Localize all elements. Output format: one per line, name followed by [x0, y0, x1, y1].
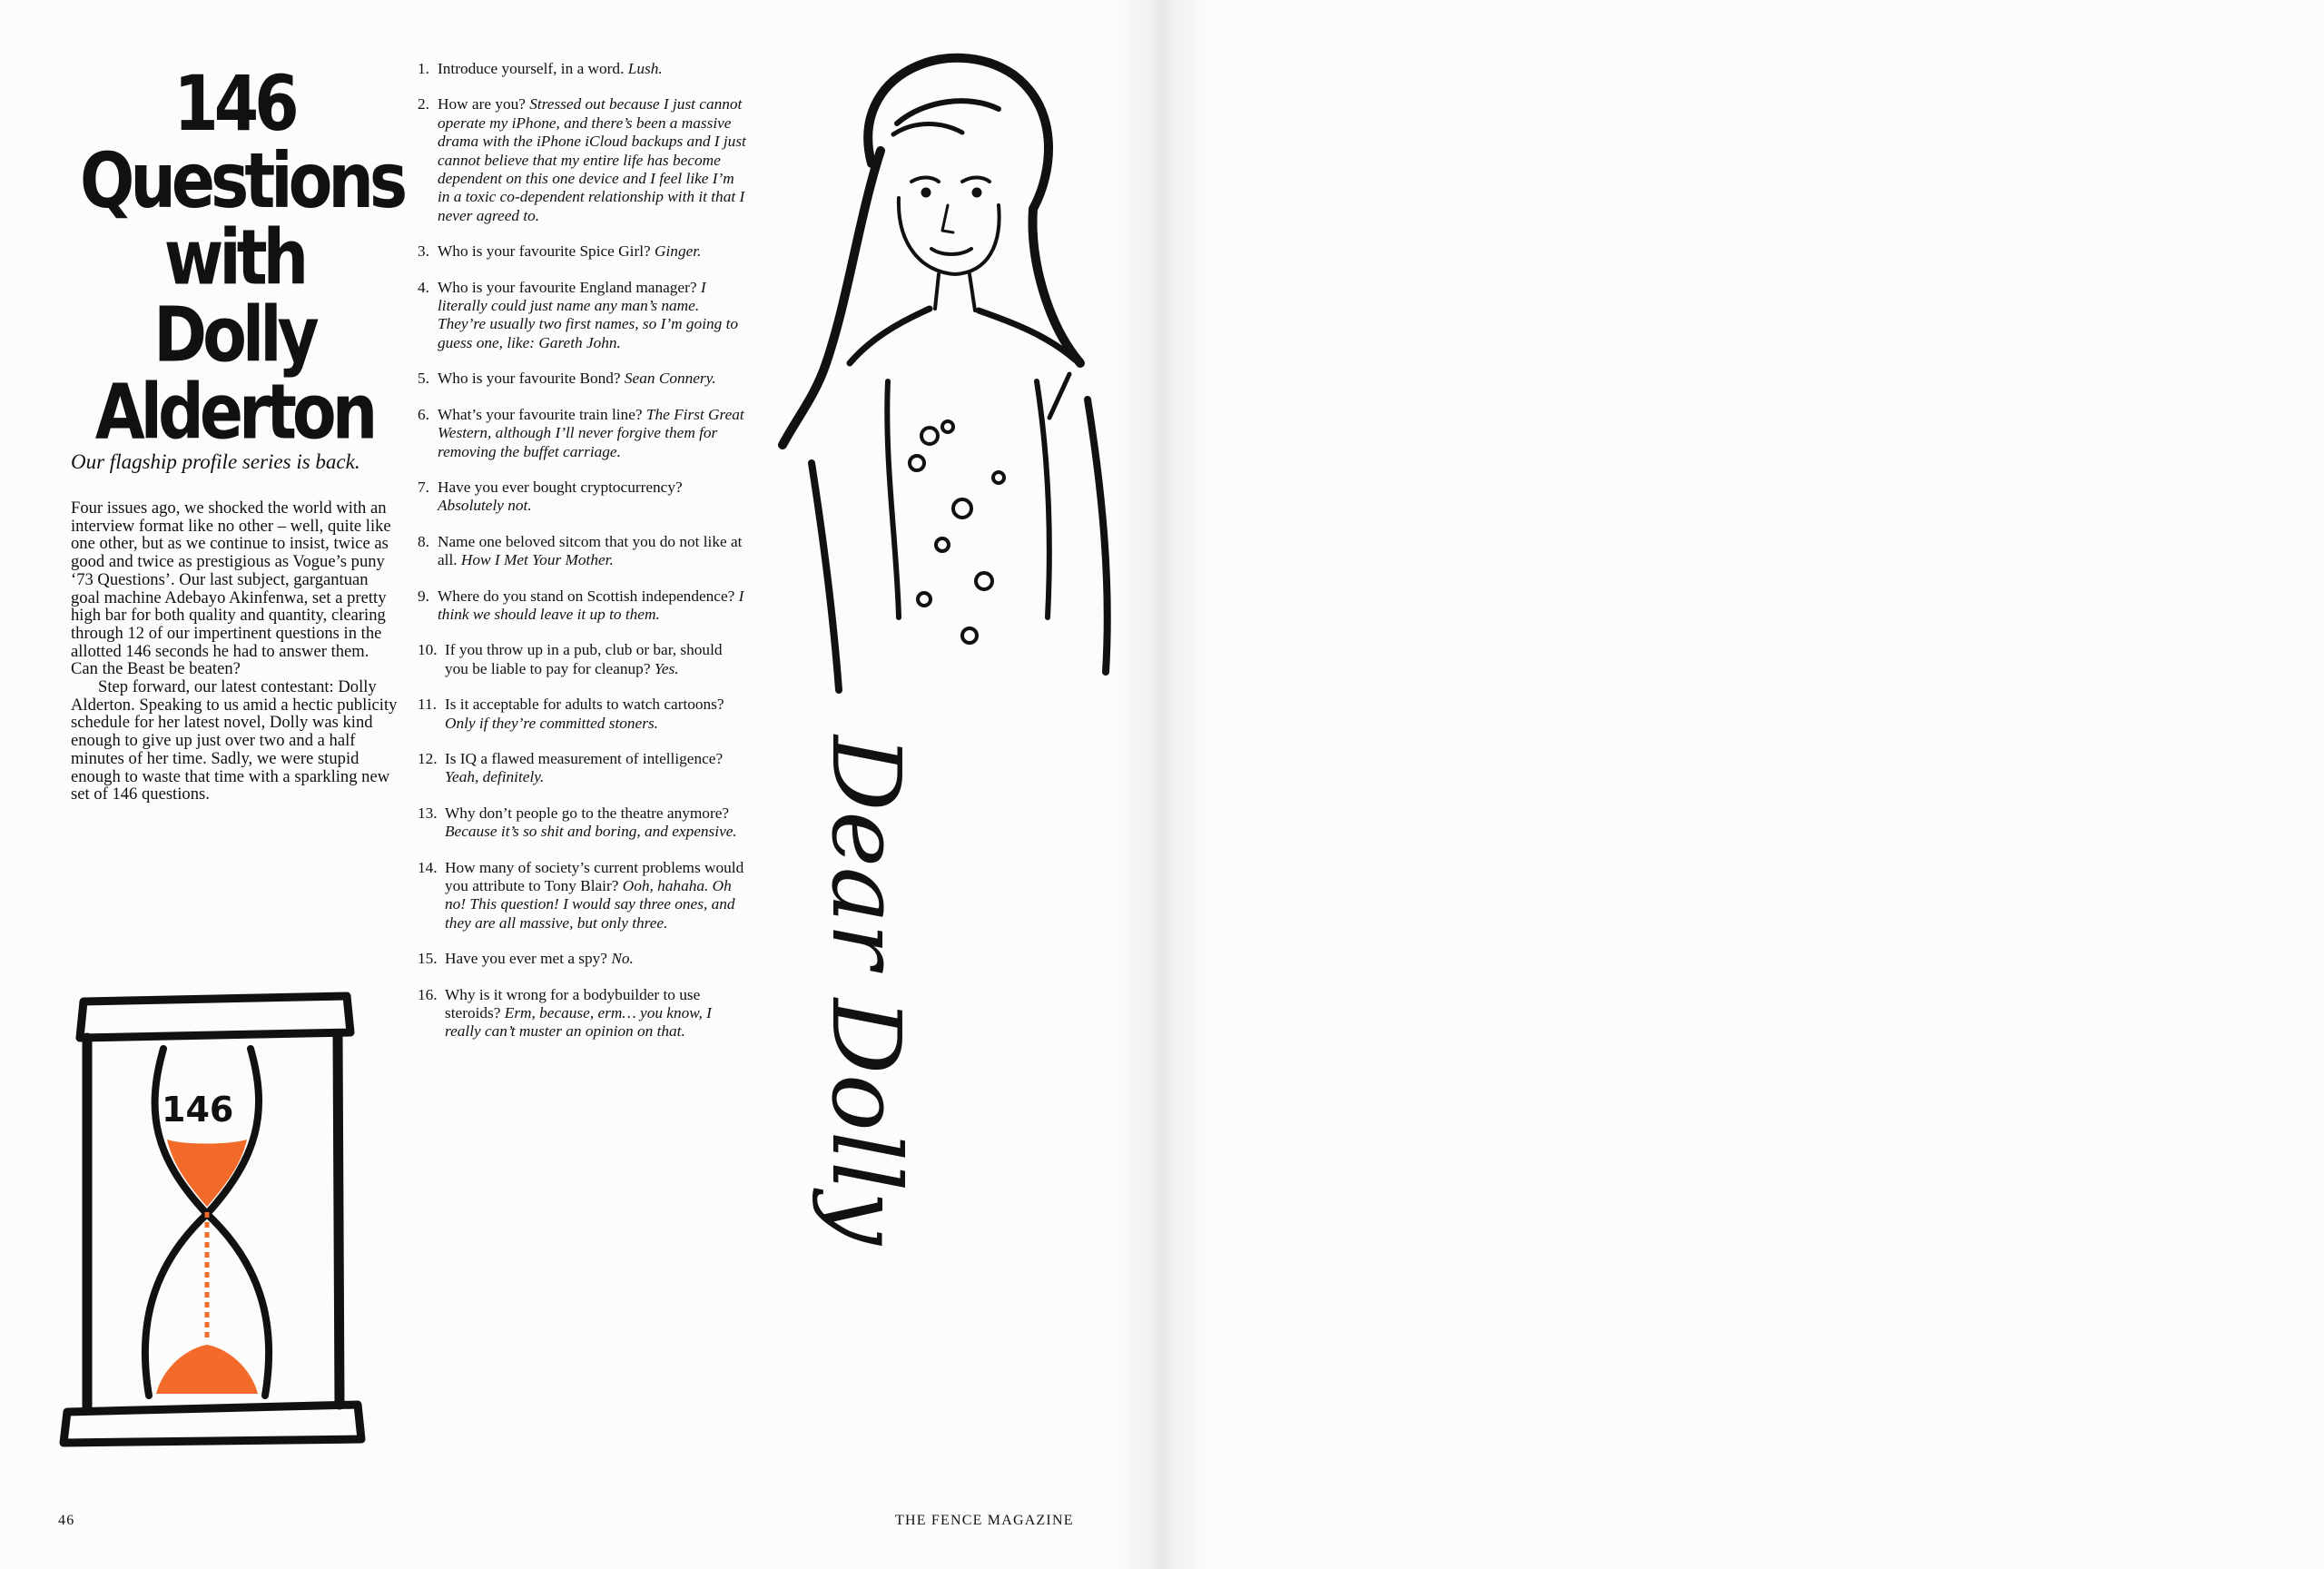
- qa-item: [418, 950, 746, 968]
- title-line: Questions: [80, 135, 404, 225]
- question-number: 1.: [418, 60, 429, 77]
- question-text: How many of society’s current problems would you attribute to Tony Blair?: [445, 858, 744, 894]
- qa-item: [418, 859, 746, 933]
- question-number: 13.: [418, 804, 438, 822]
- question-number: 15.: [418, 950, 438, 968]
- answer-text: I literally could just name any man’s name. They’re usually two first names, so I’m going to guess one, like: Gareth John.: [438, 278, 739, 351]
- question-number: 6.: [418, 405, 429, 423]
- answer-text: No.: [611, 950, 634, 968]
- question-text: Name one beloved sitcom that you do not like at all.: [438, 532, 743, 569]
- question-text: Have you ever met a spy?: [445, 950, 607, 968]
- question-number: 10.: [418, 641, 438, 659]
- article-title: [80, 58, 404, 457]
- qa-item: [418, 406, 746, 461]
- answer-text: Yeah, definitely.: [445, 768, 545, 786]
- question-text: Where do you stand on Scottish independence?: [438, 587, 735, 605]
- question-number: 4.: [418, 278, 429, 296]
- signature-text: Dear Dolly: [811, 735, 921, 1245]
- answer-text: Absolutely not.: [438, 497, 532, 515]
- qa-item: [418, 750, 746, 787]
- floral-pattern: [910, 421, 1004, 643]
- question-number: 5.: [418, 370, 429, 388]
- qa-item: [418, 242, 746, 261]
- question-number: 8.: [418, 532, 429, 550]
- intro-paragraph: Step forward, our latest contestant: Dolly Alderton. Speaking to us amid a hectic publicity schedule for her latest novel, Dolly was kind enough to give up just over two and a half minutes of her time. Sadly, we were stupid enough to waste that time with a sparkling new set of 146 questions.: [71, 677, 398, 804]
- title-line: 146: [173, 58, 295, 148]
- answer-text: Ginger.: [655, 242, 702, 261]
- question-text: Who is your favourite England manager?: [438, 278, 697, 296]
- question-text: If you throw up in a pub, club or bar, should you be liable to pay for cleanup?: [445, 641, 723, 677]
- qa-item: [418, 587, 746, 625]
- answer-text: Only if they’re committed stoners.: [445, 714, 659, 732]
- answer-text: Yes.: [654, 659, 679, 677]
- right-page: [1162, 0, 2324, 1569]
- portrait-illustration: [761, 36, 1133, 763]
- intro-text: [71, 499, 399, 804]
- answer-text: Stressed out because I just cannot operate my iPhone, and there’s been a massive drama with the iPhone iCloud backups and I just cannot believe that my entire life has become dependent on this one device and I feel like I’m in a toxic co-dependent relationship with it that I never agreed to.: [438, 95, 746, 224]
- qa-item: [418, 533, 746, 570]
- title-line: with Dolly: [153, 212, 315, 380]
- answer-text: How I Met Your Mother.: [460, 551, 614, 569]
- qa-item: [418, 279, 746, 353]
- qa-item: [418, 479, 746, 516]
- interview-answers: [418, 60, 746, 1059]
- question-number: 2.: [418, 95, 429, 113]
- answer-text: Erm, because, erm… you know, I really can’t muster an opinion on that.: [445, 1004, 712, 1041]
- question-number: 14.: [418, 858, 438, 876]
- question-text: Have you ever bought cryptocurrency?: [438, 478, 683, 496]
- question-text: Is IQ a flawed measurement of intelligence?: [445, 749, 724, 767]
- answer-text: Sean Connery.: [624, 370, 716, 388]
- question-text: Who is your favourite Bond?: [438, 370, 621, 388]
- hourglass-illustration: [47, 985, 374, 1448]
- qa-item: [418, 696, 746, 733]
- qa-item: [418, 986, 746, 1041]
- answer-text: Ooh, hahaha. Oh no! This question! I would say three ones, and they are all massive, but only three.: [445, 877, 735, 932]
- qa-item: [418, 60, 746, 78]
- question-text: Who is your favourite Spice Girl?: [438, 242, 651, 261]
- question-number: 3.: [418, 242, 429, 261]
- qa-item: [418, 95, 746, 225]
- question-text: What’s your favourite train line?: [438, 405, 643, 423]
- answer-text: The First Great Western, although I’ll never forgive them for removing the buffet carriage.: [438, 405, 744, 460]
- question-text: Why is it wrong for a bodybuilder to use steroids?: [445, 985, 701, 1022]
- answer-text: Lush.: [627, 60, 663, 77]
- signature-illustration: [806, 726, 988, 1380]
- question-number: 7.: [418, 478, 429, 496]
- qa-item: [418, 641, 746, 678]
- standfirst: Our flagship profile series is back.: [71, 450, 360, 473]
- question-text: Is it acceptable for adults to watch cartoons?: [445, 696, 724, 714]
- title-line: Alderton: [94, 367, 374, 457]
- question-number: 16.: [418, 985, 438, 1003]
- question-text: Why don’t people go to the theatre anymore?: [445, 804, 730, 822]
- page-number: 46: [58, 1513, 75, 1528]
- question-number: 9.: [418, 587, 429, 605]
- question-number: 12.: [418, 749, 438, 767]
- question-number: 11.: [418, 696, 437, 714]
- intro-paragraph: Four issues ago, we shocked the world with an interview format like no other – well, quite like one other, but as we continue to insist, twice as good and twice as prestigious as Vogue’s puny ‘73 Questions’. Our last subject, gargantuan goal machine Adebayo Akinfenwa, set a pretty high bar for both quality and quantity, clearing through 12 of our impertinent questions in the allotted 146 seconds he had to answer them. Can the Beast be beaten?: [71, 498, 391, 679]
- hourglass-number: 146: [162, 1090, 234, 1130]
- question-text: Introduce yourself, in a word.: [438, 60, 625, 77]
- qa-item: [418, 804, 746, 842]
- magazine-name: THE FENCE MAGAZINE: [895, 1513, 1074, 1528]
- question-text: How are you?: [438, 95, 526, 113]
- answer-text: I think we should leave it up to them.: [438, 587, 744, 623]
- answer-text: Because it’s so shit and boring, and expensive.: [445, 823, 737, 841]
- qa-item: [418, 370, 746, 388]
